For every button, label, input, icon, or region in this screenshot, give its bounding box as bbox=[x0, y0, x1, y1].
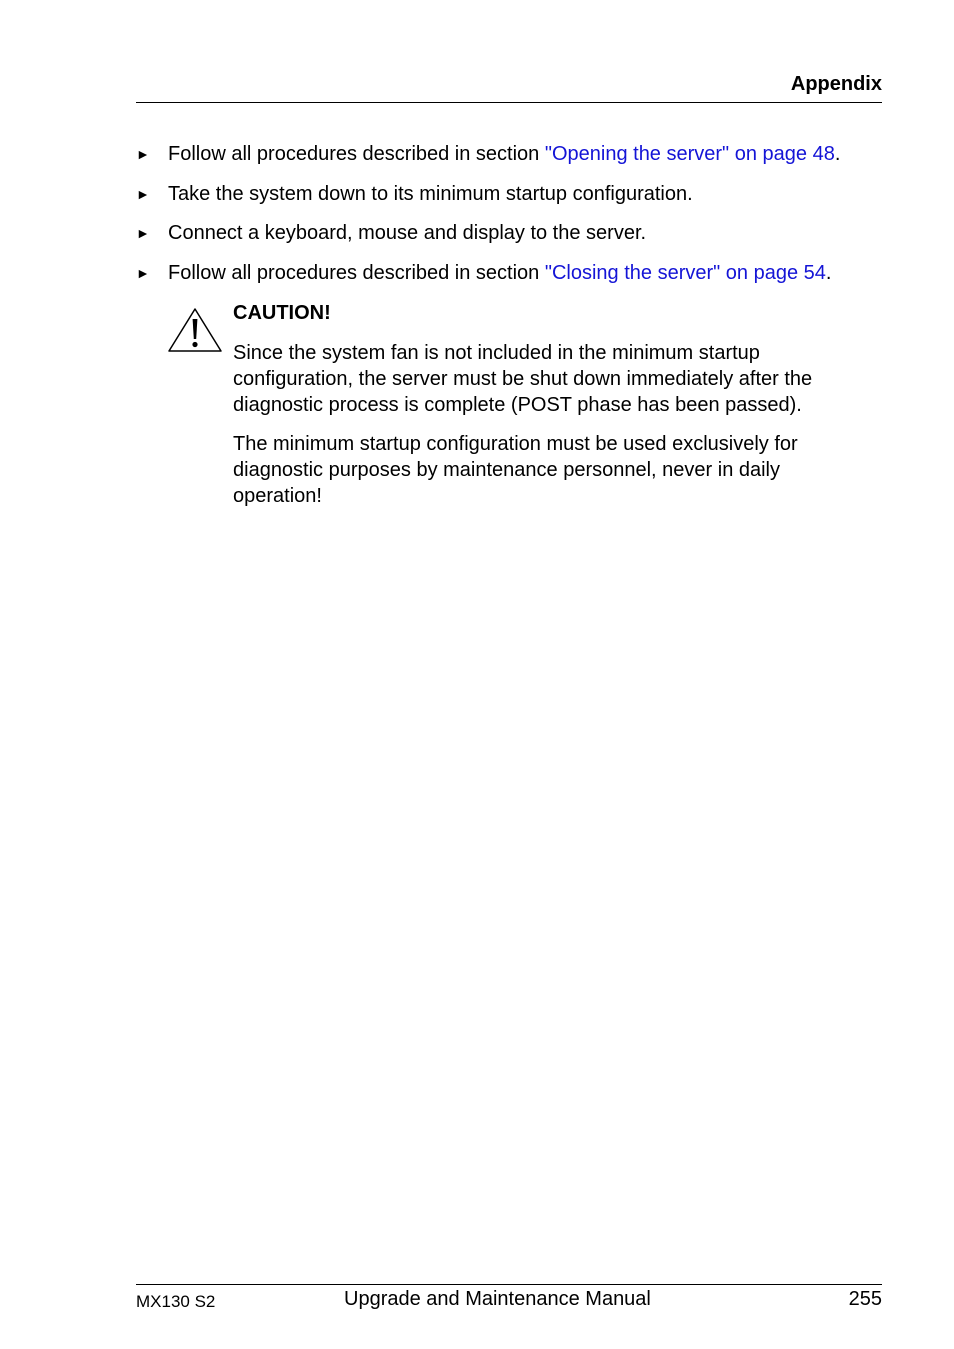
step-arrow-icon: ► bbox=[136, 265, 150, 281]
step-item bbox=[136, 182, 693, 206]
caution-paragraph: Since the system fan is not included in the minimum startup configuration, the server must be shut down immediately after the diagnostic process is complete (POST phase has been passed). bbox=[233, 342, 813, 416]
page-header bbox=[136, 72, 882, 103]
page-footer bbox=[136, 1284, 882, 1325]
step-item bbox=[136, 261, 831, 285]
step-item bbox=[136, 221, 646, 245]
step-suffix: . bbox=[834, 143, 841, 165]
step-text: Take the system down to its minimum startup configuration. bbox=[168, 183, 693, 205]
footer-manual-title: Upgrade and Maintenance Manual bbox=[344, 1288, 651, 1310]
warning-triangle-icon bbox=[167, 307, 223, 353]
step-arrow-icon: ► bbox=[136, 146, 150, 162]
step-item bbox=[136, 142, 840, 166]
caution-paragraph: The minimum startup configuration must be used exclusively for diagnostic purposes by maintenance personnel, never in daily operation! bbox=[233, 433, 798, 507]
step-suffix: . bbox=[825, 262, 832, 284]
step-text: Follow all procedures described in section bbox=[168, 262, 545, 284]
step-text: Connect a keyboard, mouse and display to the server. bbox=[168, 222, 647, 244]
cross-reference-link[interactable]: "Closing the server" on page 54 bbox=[544, 262, 826, 284]
caution-title: CAUTION! bbox=[233, 302, 331, 324]
cross-reference-link[interactable]: "Opening the server" on page 48 bbox=[544, 143, 835, 165]
step-arrow-icon: ► bbox=[136, 186, 150, 202]
step-text: Follow all procedures described in section bbox=[168, 143, 545, 165]
step-arrow-icon: ► bbox=[136, 225, 150, 241]
section-title: Appendix bbox=[790, 73, 882, 95]
footer-model: MX130 S2 bbox=[136, 1292, 216, 1311]
footer-page-number: 255 bbox=[848, 1288, 882, 1310]
